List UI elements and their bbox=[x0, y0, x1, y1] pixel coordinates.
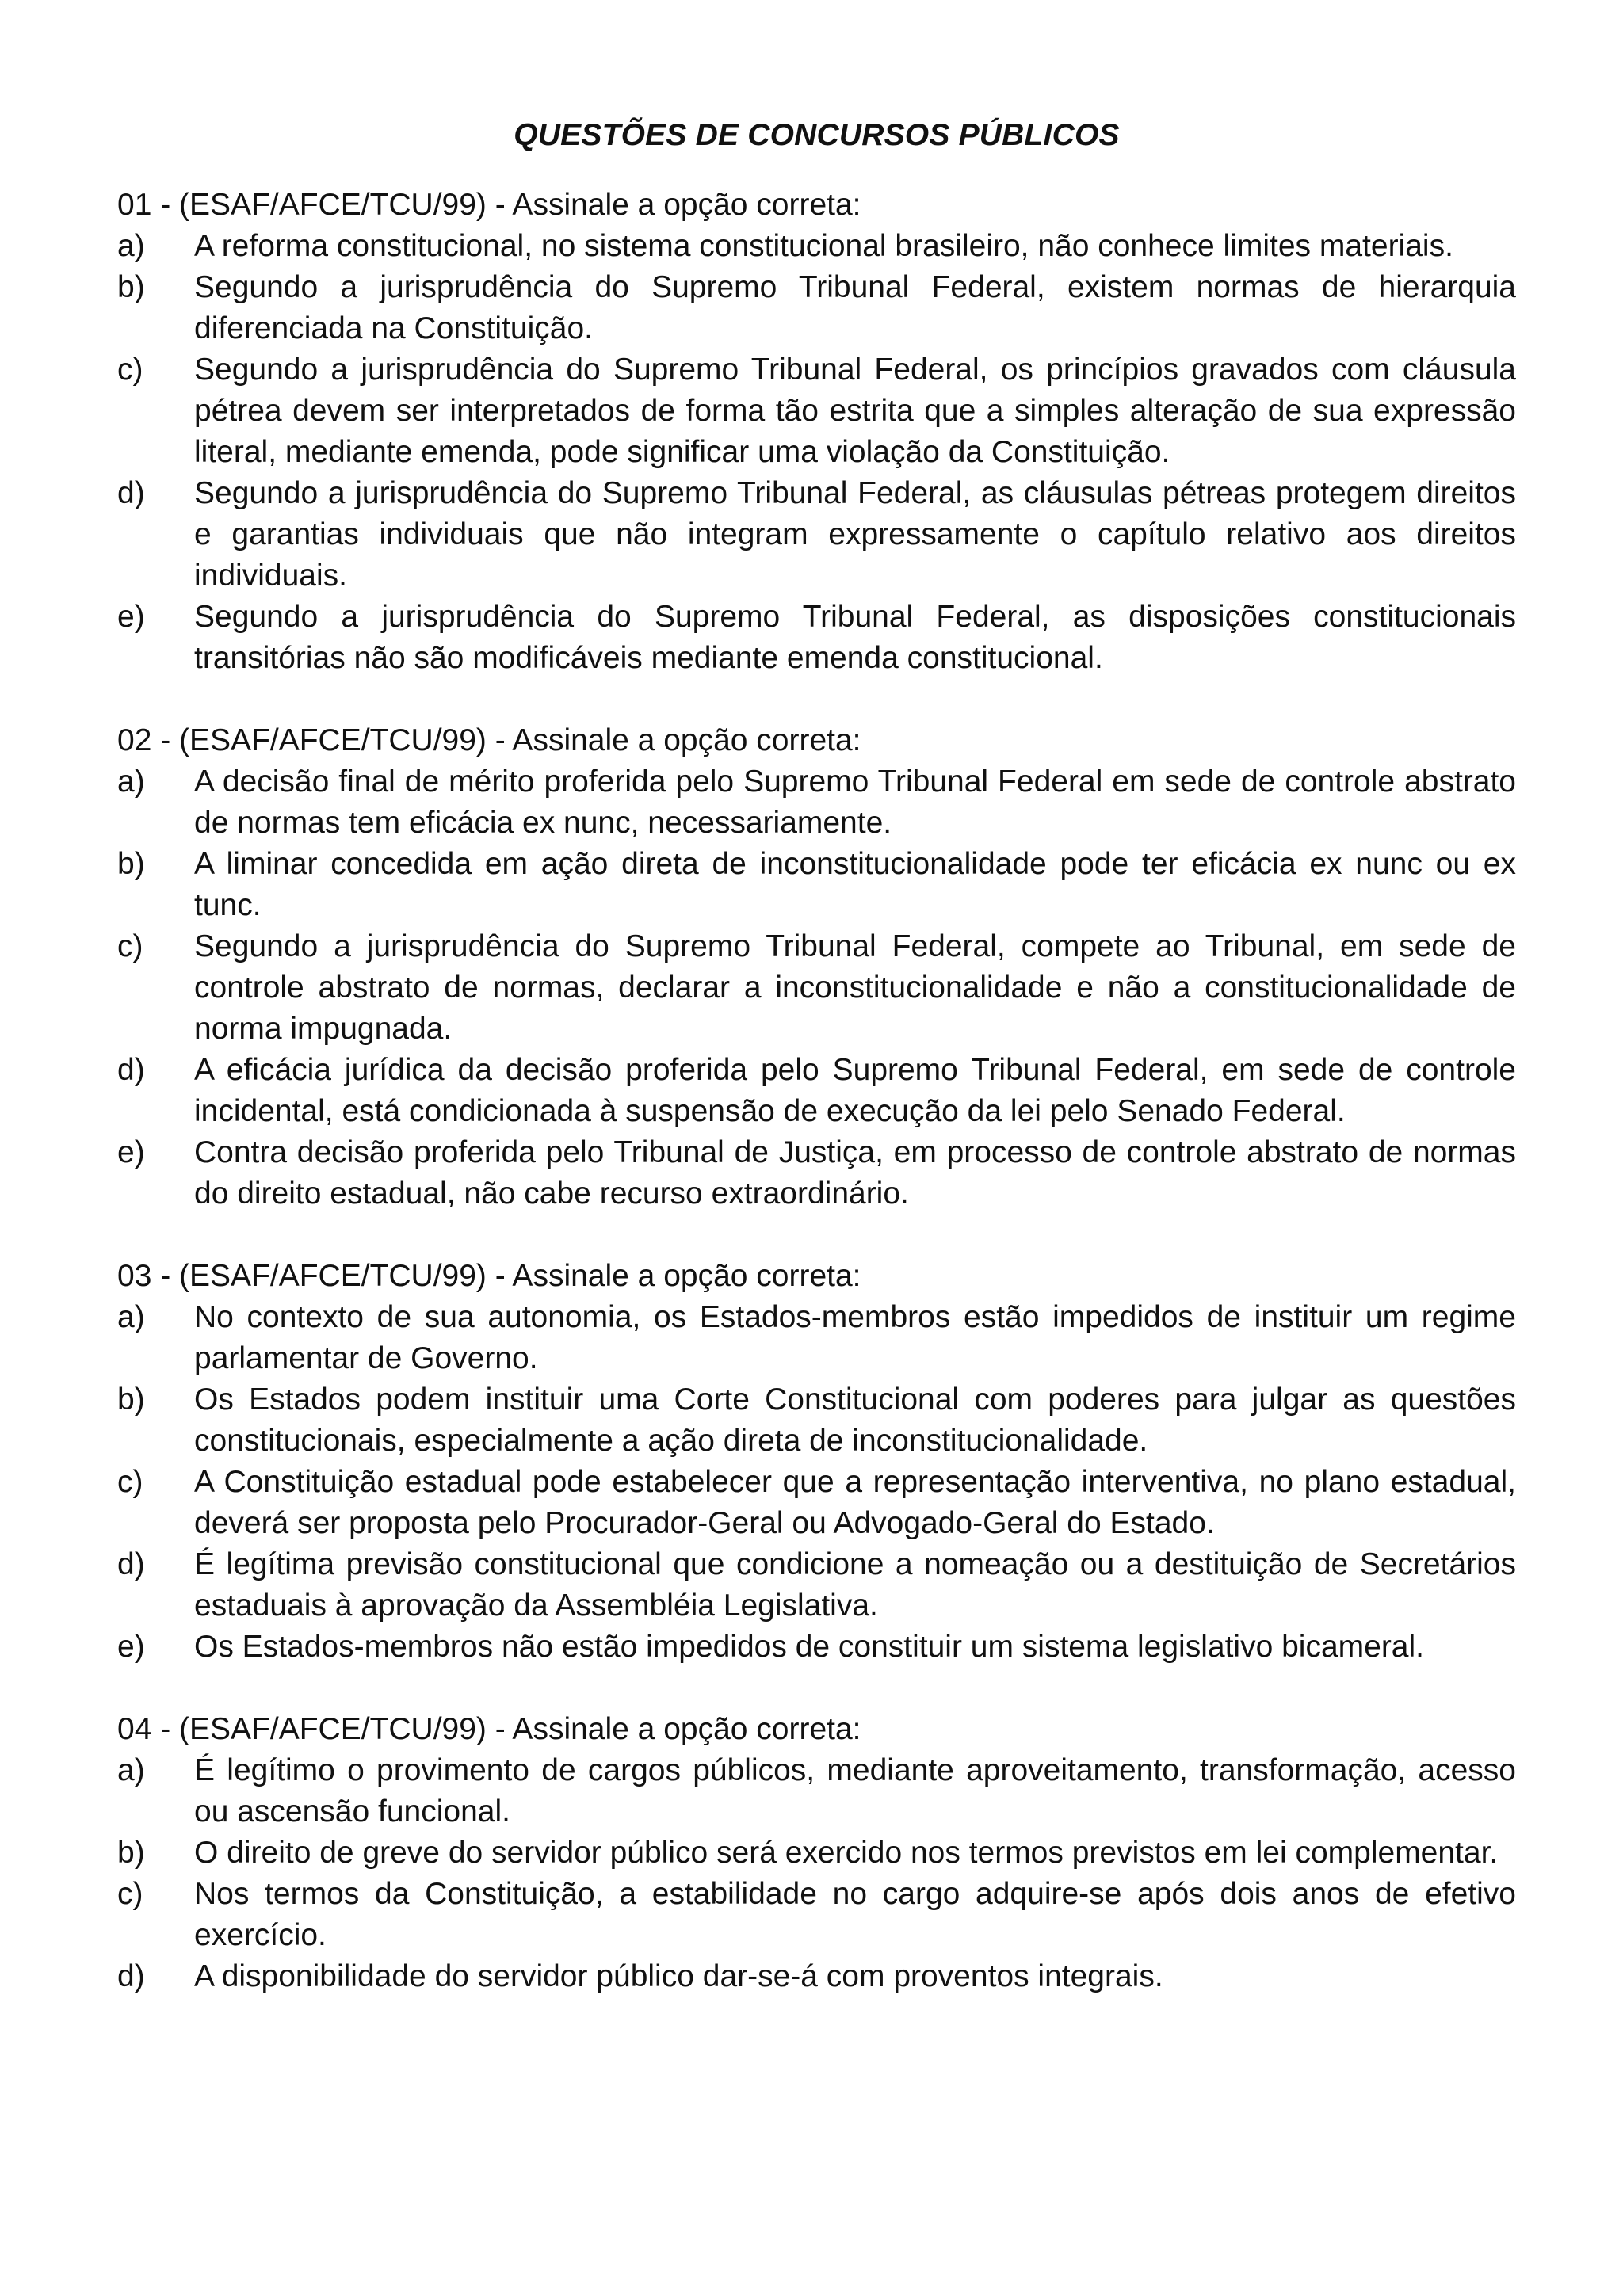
option-letter: a) bbox=[117, 765, 145, 799]
option-d bbox=[117, 1956, 1516, 1997]
option-text: É legítima previsão constitucional que condicione a nomeação ou a destituição de Secretários estaduais à aprovação da Assembléia Legislativa. bbox=[194, 1547, 1516, 1623]
option-text: É legítimo o provimento de cargos públicos, mediante aproveitamento, transformação, acesso ou ascensão funcional. bbox=[194, 1753, 1516, 1829]
option-text: A Constituição estadual pode estabelecer que a representação interventiva, no plano estadual, deverá ser proposta pelo Procurador-Geral ou Advogado-Geral do Estado. bbox=[194, 1465, 1516, 1540]
document-title: QUESTÕES DE CONCURSOS PÚBLICOS bbox=[514, 118, 1120, 152]
option-letter: e) bbox=[117, 600, 145, 634]
option-text: O direito de greve do servidor público será exercido nos termos previstos em lei complementar. bbox=[194, 1836, 1499, 1870]
question-heading: 04 - (ESAF/AFCE/TCU/99) - Assinale a opção correta: bbox=[117, 1712, 861, 1746]
option-letter: c) bbox=[117, 929, 143, 963]
option-text: Os Estados-membros não estão impedidos de constituir um sistema legislativo bicameral. bbox=[194, 1630, 1425, 1664]
option-text: A liminar concedida em ação direta de inconstitucionalidade pode ter eficácia ex nunc ou ex tunc. bbox=[194, 847, 1516, 922]
question-02 bbox=[117, 720, 1516, 1215]
option-letter: b) bbox=[117, 847, 145, 881]
option-text: Os Estados podem instituir uma Corte Constitucional com poderes para julgar as questões constitucionais, especialmente a ação direta de inconstitucionalidade. bbox=[194, 1383, 1516, 1458]
options-list bbox=[117, 1297, 1516, 1668]
option-letter: c) bbox=[117, 353, 143, 387]
option-letter: a) bbox=[117, 229, 145, 263]
option-letter: b) bbox=[117, 1836, 145, 1870]
option-text: Contra decisão proferida pelo Tribunal de Justiça, em processo de controle abstrato de normas do direito estadual, não cabe recurso extraordinário. bbox=[194, 1135, 1516, 1211]
option-b bbox=[117, 844, 1516, 926]
option-text: Segundo a jurisprudência do Supremo Tribunal Federal, as cláusulas pétreas protegem direitos e garantias individuais que não integram expressamente o capítulo relativo aos direitos individuais. bbox=[194, 476, 1516, 593]
question-heading: 03 - (ESAF/AFCE/TCU/99) - Assinale a opção correta: bbox=[117, 1259, 861, 1293]
option-text: A disponibilidade do servidor público dar-se-á com proventos integrais. bbox=[194, 1959, 1163, 1993]
option-text: Segundo a jurisprudência do Supremo Tribunal Federal, existem normas de hierarquia diferenciada na Constituição. bbox=[194, 270, 1516, 345]
option-a bbox=[117, 1297, 1516, 1379]
option-c bbox=[117, 1874, 1516, 1956]
question-heading: 02 - (ESAF/AFCE/TCU/99) - Assinale a opção correta: bbox=[117, 723, 861, 757]
option-e bbox=[117, 597, 1516, 679]
option-a bbox=[117, 226, 1516, 267]
option-b bbox=[117, 1379, 1516, 1462]
option-text: Segundo a jurisprudência do Supremo Tribunal Federal, os princípios gravados com cláusula pétrea devem ser interpretados de forma tão estrita que a simples alteração de sua expressão literal, mediante emenda, pode significar uma violação da Constituição. bbox=[194, 353, 1516, 469]
question-03 bbox=[117, 1256, 1516, 1668]
option-letter: e) bbox=[117, 1135, 145, 1169]
option-letter: a) bbox=[117, 1753, 145, 1787]
option-text: A reforma constitucional, no sistema constitucional brasileiro, não conhece limites materiais. bbox=[194, 229, 1453, 263]
option-c bbox=[117, 926, 1516, 1050]
option-c bbox=[117, 1462, 1516, 1544]
option-letter: b) bbox=[117, 1383, 145, 1417]
option-e bbox=[117, 1132, 1516, 1215]
option-c bbox=[117, 349, 1516, 473]
option-letter: d) bbox=[117, 1547, 145, 1581]
option-text: Segundo a jurisprudência do Supremo Tribunal Federal, compete ao Tribunal, em sede de controle abstrato de normas, declarar a inconstitucionalidade e não a constitucionalidade de norma impugnada. bbox=[194, 929, 1516, 1046]
question-heading: 01 - (ESAF/AFCE/TCU/99) - Assinale a opção correta: bbox=[117, 188, 861, 222]
option-a bbox=[117, 1750, 1516, 1833]
option-letter: c) bbox=[117, 1465, 143, 1499]
option-letter: d) bbox=[117, 1959, 145, 1993]
option-letter: b) bbox=[117, 270, 145, 304]
option-letter: d) bbox=[117, 476, 145, 510]
option-text: Segundo a jurisprudência do Supremo Tribunal Federal, as disposições constitucionais transitórias não são modificáveis mediante emenda constitucional. bbox=[194, 600, 1516, 675]
question-01 bbox=[117, 185, 1516, 679]
option-b bbox=[117, 1833, 1516, 1874]
option-d bbox=[117, 1050, 1516, 1132]
options-list bbox=[117, 226, 1516, 679]
option-d bbox=[117, 1544, 1516, 1627]
option-letter: d) bbox=[117, 1053, 145, 1087]
option-text: No contexto de sua autonomia, os Estados-membros estão impedidos de instituir um regime parlamentar de Governo. bbox=[194, 1300, 1516, 1375]
option-text: A decisão final de mérito proferida pelo Supremo Tribunal Federal em sede de controle abstrato de normas tem eficácia ex nunc, necessariamente. bbox=[194, 765, 1516, 840]
option-d bbox=[117, 473, 1516, 597]
option-text: A eficácia jurídica da decisão proferida pelo Supremo Tribunal Federal, em sede de controle incidental, está condicionada à suspensão de execução da lei pelo Senado Federal. bbox=[194, 1053, 1516, 1128]
option-b bbox=[117, 267, 1516, 349]
option-a bbox=[117, 761, 1516, 844]
option-letter: c) bbox=[117, 1877, 143, 1911]
question-04 bbox=[117, 1709, 1516, 1997]
options-list bbox=[117, 761, 1516, 1215]
option-letter: a) bbox=[117, 1300, 145, 1334]
option-e bbox=[117, 1627, 1516, 1668]
options-list bbox=[117, 1750, 1516, 1997]
option-text: Nos termos da Constituição, a estabilidade no cargo adquire-se após dois anos de efetivo exercício. bbox=[194, 1877, 1516, 1952]
document-body bbox=[117, 115, 1516, 2039]
option-letter: e) bbox=[117, 1630, 145, 1664]
